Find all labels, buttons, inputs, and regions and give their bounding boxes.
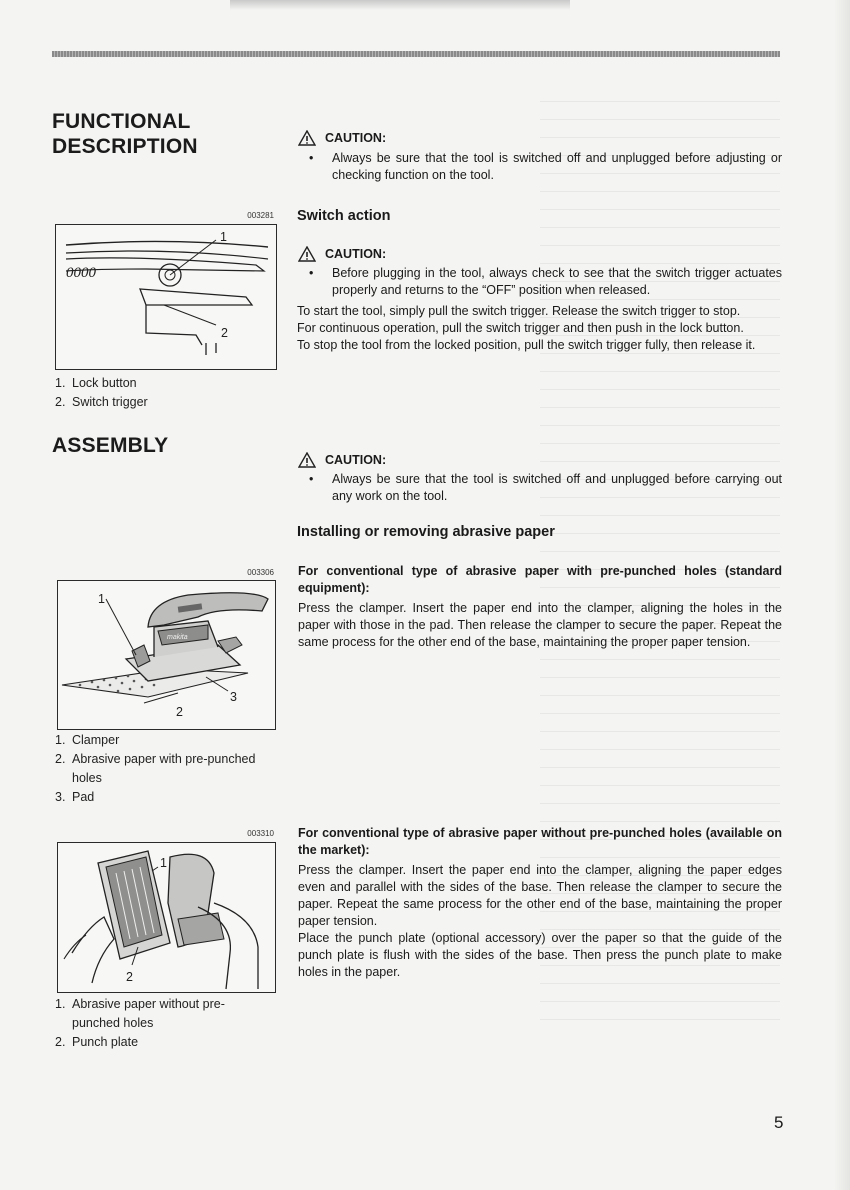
switch-illustration [56,225,276,369]
paragraph: Press the clamper. Insert the paper end into the clamper, aligning the paper edges even and parallel with the sides of the base. Then release the clamper to secure the paper. Repeat the same process for the other end of the base, maintaining the proper paper tension. [298,863,782,928]
sander-illustration [58,581,275,729]
lock-button-marking: 0000 [66,265,96,281]
page-top-shadow [230,0,570,10]
legend-item: 2. Punch plate [55,1035,139,1049]
paragraph: Press the clamper. Insert the paper end into the clamper, aligning the holes in the paper with those in the pad. Then release the clamper to secure the paper. Repeat the same process for the other end of the base, maintaining the proper paper tension. [298,601,782,649]
callout-3: 3 [230,690,237,704]
paragraph: Place the punch plate (optional accessory) over the paper so that the guide of the punch plate is flush with the sides of the base. Then press the punch plate to make holes in the paper. [298,931,782,979]
subsection-heading: For conventional type of abrasive paper with pre-punched holes (standard equipment): [298,564,782,595]
section-title-assembly: ASSEMBLY [52,434,169,457]
figure-code: 003281 [247,211,274,220]
warning-icon [298,246,316,262]
callout-1: 1 [160,856,167,870]
page-number: 5 [774,1113,784,1132]
figure-legend [55,374,295,412]
caution-block [298,246,782,299]
legend-item: 1. Abrasive paper without pre-punched holes [55,997,225,1030]
section-title-functional-description: FUNCTIONAL DESCRIPTION [52,110,198,158]
legend-item: 3. Pad [55,790,95,804]
figure-code: 003310 [247,829,274,838]
legend-item: 2. Switch trigger [55,395,148,409]
callout-2: 2 [126,970,133,984]
figure-legend [55,995,255,1052]
legend-item: 1. Clamper [55,733,120,747]
figure-switch-action [55,224,277,370]
callout-1: 1 [220,230,227,244]
callout-1: 1 [98,592,105,606]
legend-item: 2. Abrasive paper with pre-punched holes [55,752,256,785]
caution-bullet: • Before plugging in the tool, always check to see that the switch trigger actuates properly and returns to the “OFF” position when released. [309,266,782,297]
callout-2: 2 [221,326,228,340]
page-edge [834,0,850,1190]
switch-trigger [140,289,252,305]
heading-install-abrasive: Installing or removing abrasive paper [297,524,555,540]
prepunched-section [298,563,782,651]
paragraph: To stop the tool from the locked position, pull the switch trigger fully, then release it. [297,338,756,352]
legend-item: 1. Lock button [55,376,137,390]
heading-switch-action: Switch action [297,208,391,224]
caution-block [298,130,782,184]
caution-block [298,452,782,505]
caution-heading: CAUTION: [298,130,782,146]
figure-abrasive-prepunched [57,580,276,730]
warning-icon [298,130,316,146]
switch-action-text [297,303,782,354]
no-holes-section [298,825,782,981]
figure-code: 003306 [247,568,274,577]
caution-heading: CAUTION: [298,246,782,262]
header-rule [52,51,780,57]
caution-bullet: • Always be sure that the tool is switched off and unplugged before adjusting or checking function on the tool. [309,151,782,182]
subsection-heading: For conventional type of abrasive paper without pre-punched holes (available on the market): [298,826,782,857]
callout-2: 2 [176,705,183,719]
figure-abrasive-no-holes [57,842,276,993]
paragraph: To start the tool, simply pull the switch trigger. Release the switch trigger to stop. [297,304,741,318]
brand-label: makita [167,634,188,641]
warning-icon [298,452,316,468]
caution-heading: CAUTION: [298,452,782,468]
paragraph: For continuous operation, pull the switch trigger and then push in the lock button. [297,321,744,335]
figure-legend [55,731,283,807]
punch-plate-illustration [58,843,275,992]
caution-bullet: • Always be sure that the tool is switched off and unplugged before carrying out any work on the tool. [309,472,782,503]
